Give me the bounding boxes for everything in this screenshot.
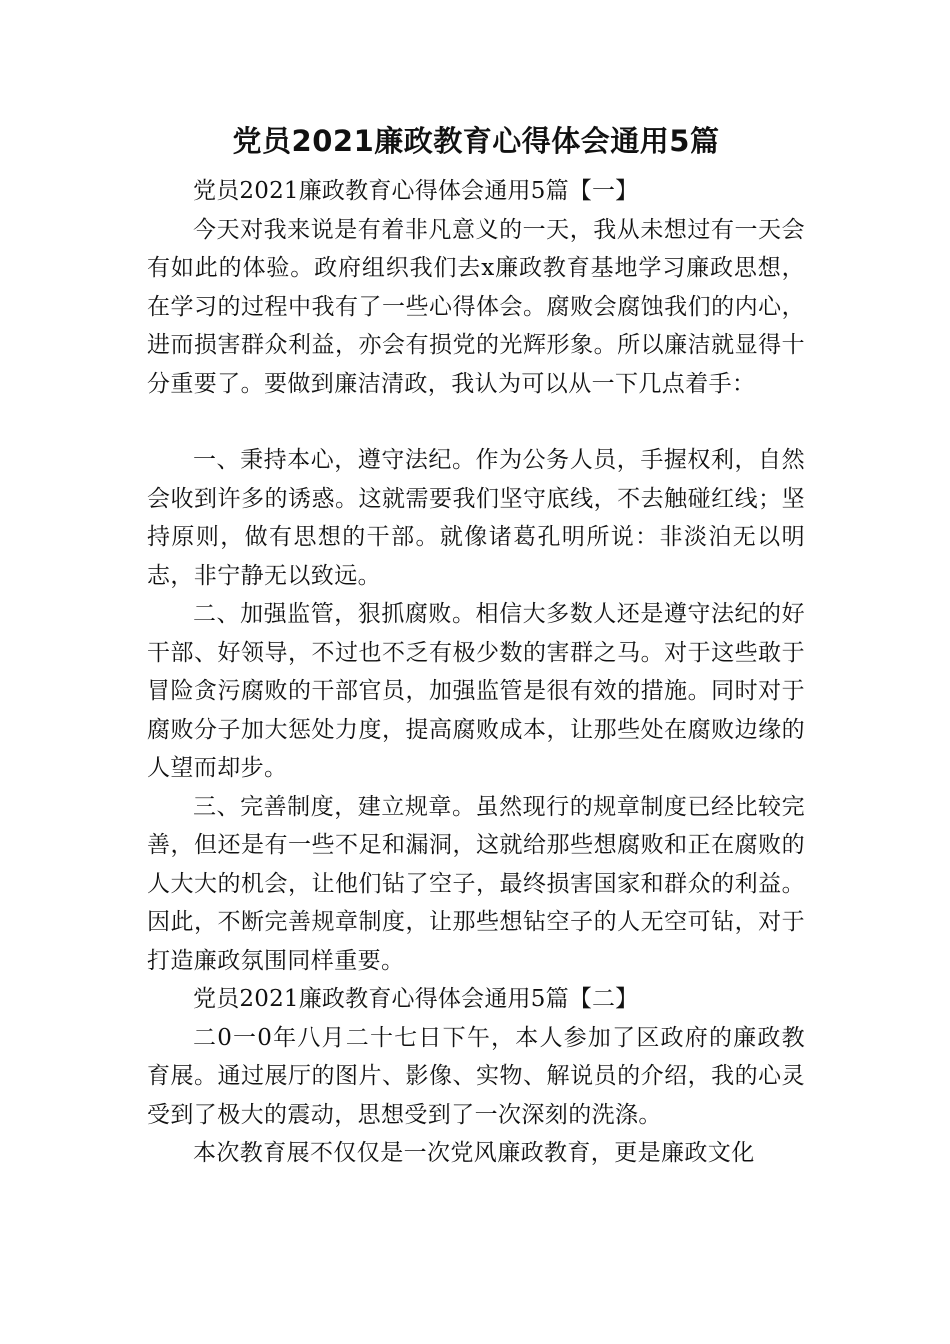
section-heading-1: 党员2021廉政教育心得体会通用5篇【一】 bbox=[193, 178, 639, 204]
section-heading-2: 党员2021廉政教育心得体会通用5篇【二】 bbox=[193, 986, 639, 1012]
body-paragraph: 本次教育展不仅仅是一次党风廉政教育，更是廉政文化 bbox=[193, 1140, 755, 1166]
body-paragraph: 今天对我来说是有着非凡意义的一天，我从未想过有一天会有如此的体验。政府组织我们去x廉政教育基地学习廉政思想，在学习的过程中我有了一些心得体会。腐败会腐蚀我们的内心，进而损害群众利益，亦会有损党的光辉形象。所以廉洁就显得十分重要了。要做到廉洁清政，我认为可以从一下几点着手： bbox=[147, 216, 805, 397]
body-paragraph: 三、完善制度，建立规章。虽然现行的规章制度已经比较完善，但还是有一些不足和漏洞，这就给那些想腐败和正在腐败的人大大的机会，让他们钻了空子，最终损害国家和群众的利益。因此，不断完善规章制度，让那些想钻空子的人无空可钻，对于打造廉政氛围同样重要。 bbox=[147, 793, 805, 974]
document-title: 党员2021廉政教育心得体会通用5篇 bbox=[232, 124, 720, 158]
document-page bbox=[147, 116, 805, 1173]
body-paragraph: 二、加强监管，狠抓腐败。相信大多数人还是遵守法纪的好干部、好领导，不过也不乏有极少数的害群之马。对于这些敢于冒险贪污腐败的干部官员，加强监管是很有效的措施。同时对于腐败分子加大惩处力度，提高腐败成本，让那些处在腐败边缘的人望而却步。 bbox=[147, 601, 805, 781]
body-paragraph: 二0一0年八月二十七日下午，本人参加了区政府的廉政教育展。通过展厅的图片、影像、实物、解说员的介绍，我的心灵受到了极大的震动，思想受到了一次深刻的洗涤。 bbox=[147, 1024, 805, 1128]
paragraph-gap bbox=[147, 403, 805, 441]
body-paragraph: 一、秉持本心，遵守法纪。作为公务人员，手握权利，自然会收到许多的诱惑。这就需要我们坚守底线，不去触碰红线；坚持原则，做有思想的干部。就像诸葛孔明所说：非淡泊无以明志，非宁静无以致远。 bbox=[147, 447, 805, 589]
